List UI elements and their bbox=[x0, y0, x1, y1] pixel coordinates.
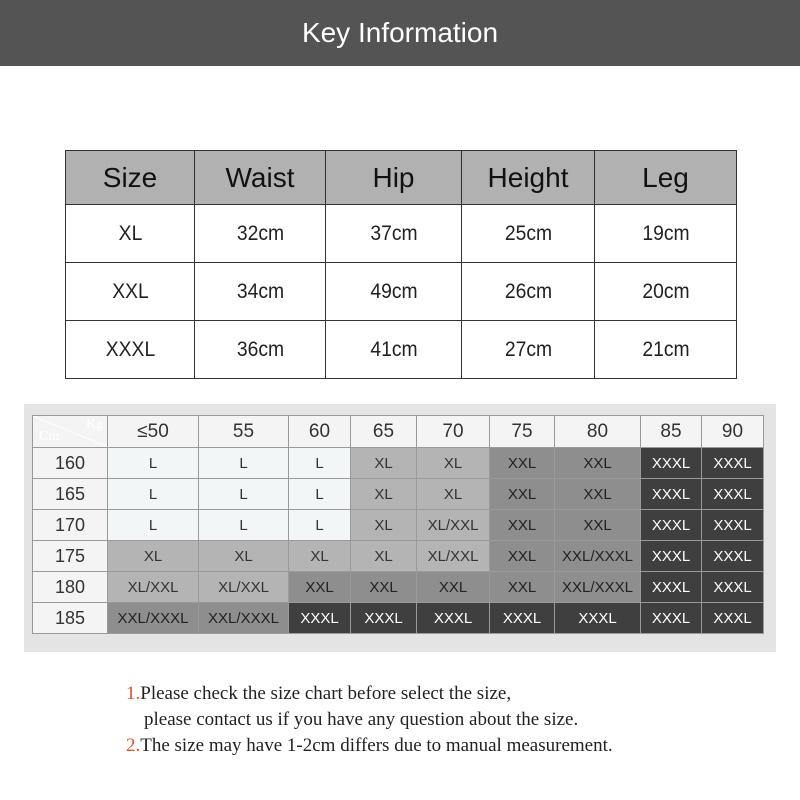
size-cell: L bbox=[289, 448, 351, 479]
table-cell: 36cm bbox=[200, 321, 321, 379]
note-number: 2. bbox=[126, 735, 141, 756]
size-cell: L bbox=[199, 448, 289, 479]
size-cell: XXXL bbox=[641, 510, 702, 541]
unit-corner-cell bbox=[33, 416, 108, 448]
size-table bbox=[65, 150, 737, 379]
size-cell: XL bbox=[199, 541, 289, 572]
note-line bbox=[126, 707, 613, 733]
table-row bbox=[66, 263, 737, 321]
size-table-header-row bbox=[66, 151, 737, 205]
size-cell: XXL bbox=[555, 510, 641, 541]
size-cell: L bbox=[289, 510, 351, 541]
size-cell: XL/XXL bbox=[417, 541, 490, 572]
size-cell: XXL bbox=[490, 448, 555, 479]
size-cell: XXXL bbox=[641, 448, 702, 479]
size-cell: XXXL bbox=[641, 541, 702, 572]
size-cell: L bbox=[108, 510, 199, 541]
weight-header-cell: 75 bbox=[490, 416, 555, 448]
height-header-cell: 165 bbox=[33, 479, 108, 510]
table-cell: XL bbox=[71, 205, 190, 263]
size-cell: XL bbox=[417, 479, 490, 510]
table-cell: 49cm bbox=[331, 263, 456, 321]
size-cell: XL bbox=[417, 448, 490, 479]
table-row bbox=[33, 510, 764, 541]
size-cell: XXL bbox=[490, 479, 555, 510]
size-cell: XXL/XXXL bbox=[555, 541, 641, 572]
size-cell: XXXL bbox=[490, 603, 555, 634]
size-cell: XL bbox=[289, 541, 351, 572]
note-line bbox=[126, 733, 613, 759]
size-cell: XXL/XXXL bbox=[108, 603, 199, 634]
size-cell: XXXL bbox=[702, 541, 764, 572]
size-cell: L bbox=[108, 479, 199, 510]
weight-header-cell: 70 bbox=[417, 416, 490, 448]
weight-header-cell: ≤50 bbox=[108, 416, 199, 448]
table-cell: XXL bbox=[71, 263, 190, 321]
note-text: Please check the size chart before select the size, bbox=[140, 683, 512, 704]
column-header: Height bbox=[462, 151, 595, 205]
note-text: The size may have 1-2cm differs due to manual measurement. bbox=[140, 735, 613, 756]
note-text: please contact us if you have any question about the size. bbox=[144, 709, 579, 730]
weight-header-cell: 60 bbox=[289, 416, 351, 448]
size-cell: XXL bbox=[490, 572, 555, 603]
kg-label: Kg bbox=[85, 417, 103, 432]
table-row bbox=[33, 479, 764, 510]
note-line bbox=[126, 681, 613, 707]
size-cell: XXL/XXXL bbox=[555, 572, 641, 603]
table-cell: 20cm bbox=[600, 263, 731, 321]
size-cell: XXXL bbox=[641, 479, 702, 510]
size-cell: L bbox=[289, 479, 351, 510]
weight-height-chart bbox=[32, 415, 764, 634]
height-header-cell: 175 bbox=[33, 541, 108, 572]
height-header-cell: 185 bbox=[33, 603, 108, 634]
size-cell: XXXL bbox=[641, 603, 702, 634]
note-number: 1. bbox=[126, 683, 141, 704]
size-cell: XXXL bbox=[641, 572, 702, 603]
table-row bbox=[33, 603, 764, 634]
size-cell: XXL bbox=[490, 541, 555, 572]
size-cell: L bbox=[108, 448, 199, 479]
size-cell: XL/XXL bbox=[417, 510, 490, 541]
size-cell: XXL bbox=[490, 510, 555, 541]
table-cell: 41cm bbox=[331, 321, 456, 379]
table-cell: 37cm bbox=[331, 205, 456, 263]
size-cell: XL bbox=[108, 541, 199, 572]
size-cell: XXXL bbox=[417, 603, 490, 634]
size-cell: XXXL bbox=[702, 510, 764, 541]
table-row bbox=[33, 541, 764, 572]
size-cell: XXL bbox=[289, 572, 351, 603]
size-cell: XL bbox=[351, 541, 417, 572]
size-cell: L bbox=[199, 479, 289, 510]
size-cell: XL bbox=[351, 448, 417, 479]
size-cell: XXL bbox=[417, 572, 490, 603]
size-cell: XXL bbox=[555, 448, 641, 479]
size-cell: XL bbox=[351, 510, 417, 541]
table-cell: XXXL bbox=[71, 321, 190, 379]
weight-header-row bbox=[33, 416, 764, 448]
table-row bbox=[33, 572, 764, 603]
size-cell: XXL bbox=[555, 479, 641, 510]
weight-header-cell: 90 bbox=[702, 416, 764, 448]
table-row bbox=[33, 448, 764, 479]
height-header-cell: 180 bbox=[33, 572, 108, 603]
size-cell: XXXL bbox=[702, 572, 764, 603]
table-cell: 34cm bbox=[200, 263, 321, 321]
size-cell: XXXL bbox=[702, 603, 764, 634]
table-cell: 27cm bbox=[467, 321, 589, 379]
height-header-cell: 160 bbox=[33, 448, 108, 479]
size-cell: XXXL bbox=[555, 603, 641, 634]
height-header-cell: 170 bbox=[33, 510, 108, 541]
size-cell: XL/XXL bbox=[108, 572, 199, 603]
table-cell: 19cm bbox=[600, 205, 731, 263]
column-header: Waist bbox=[195, 151, 326, 205]
table-cell: 25cm bbox=[467, 205, 589, 263]
table-row bbox=[66, 321, 737, 379]
size-cell: XXXL bbox=[351, 603, 417, 634]
cm-label: Cm bbox=[39, 429, 60, 444]
weight-header-cell: 80 bbox=[555, 416, 641, 448]
notes bbox=[126, 681, 613, 759]
size-cell: XXL/XXXL bbox=[199, 603, 289, 634]
size-cell: XXXL bbox=[702, 479, 764, 510]
size-cell: XL bbox=[351, 479, 417, 510]
table-cell: 26cm bbox=[467, 263, 589, 321]
size-cell: L bbox=[199, 510, 289, 541]
column-header: Size bbox=[66, 151, 195, 205]
size-cell: XXXL bbox=[289, 603, 351, 634]
header-bar bbox=[0, 0, 800, 66]
weight-header-cell: 55 bbox=[199, 416, 289, 448]
page-title: Key Information bbox=[301, 17, 499, 48]
table-cell: 21cm bbox=[600, 321, 731, 379]
size-cell: XXL bbox=[351, 572, 417, 603]
table-row bbox=[66, 205, 737, 263]
column-header: Leg bbox=[595, 151, 737, 205]
table-cell: 32cm bbox=[200, 205, 321, 263]
size-cell: XL/XXL bbox=[199, 572, 289, 603]
weight-header-cell: 85 bbox=[641, 416, 702, 448]
size-cell: XXXL bbox=[702, 448, 764, 479]
column-header: Hip bbox=[326, 151, 462, 205]
weight-header-cell: 65 bbox=[351, 416, 417, 448]
